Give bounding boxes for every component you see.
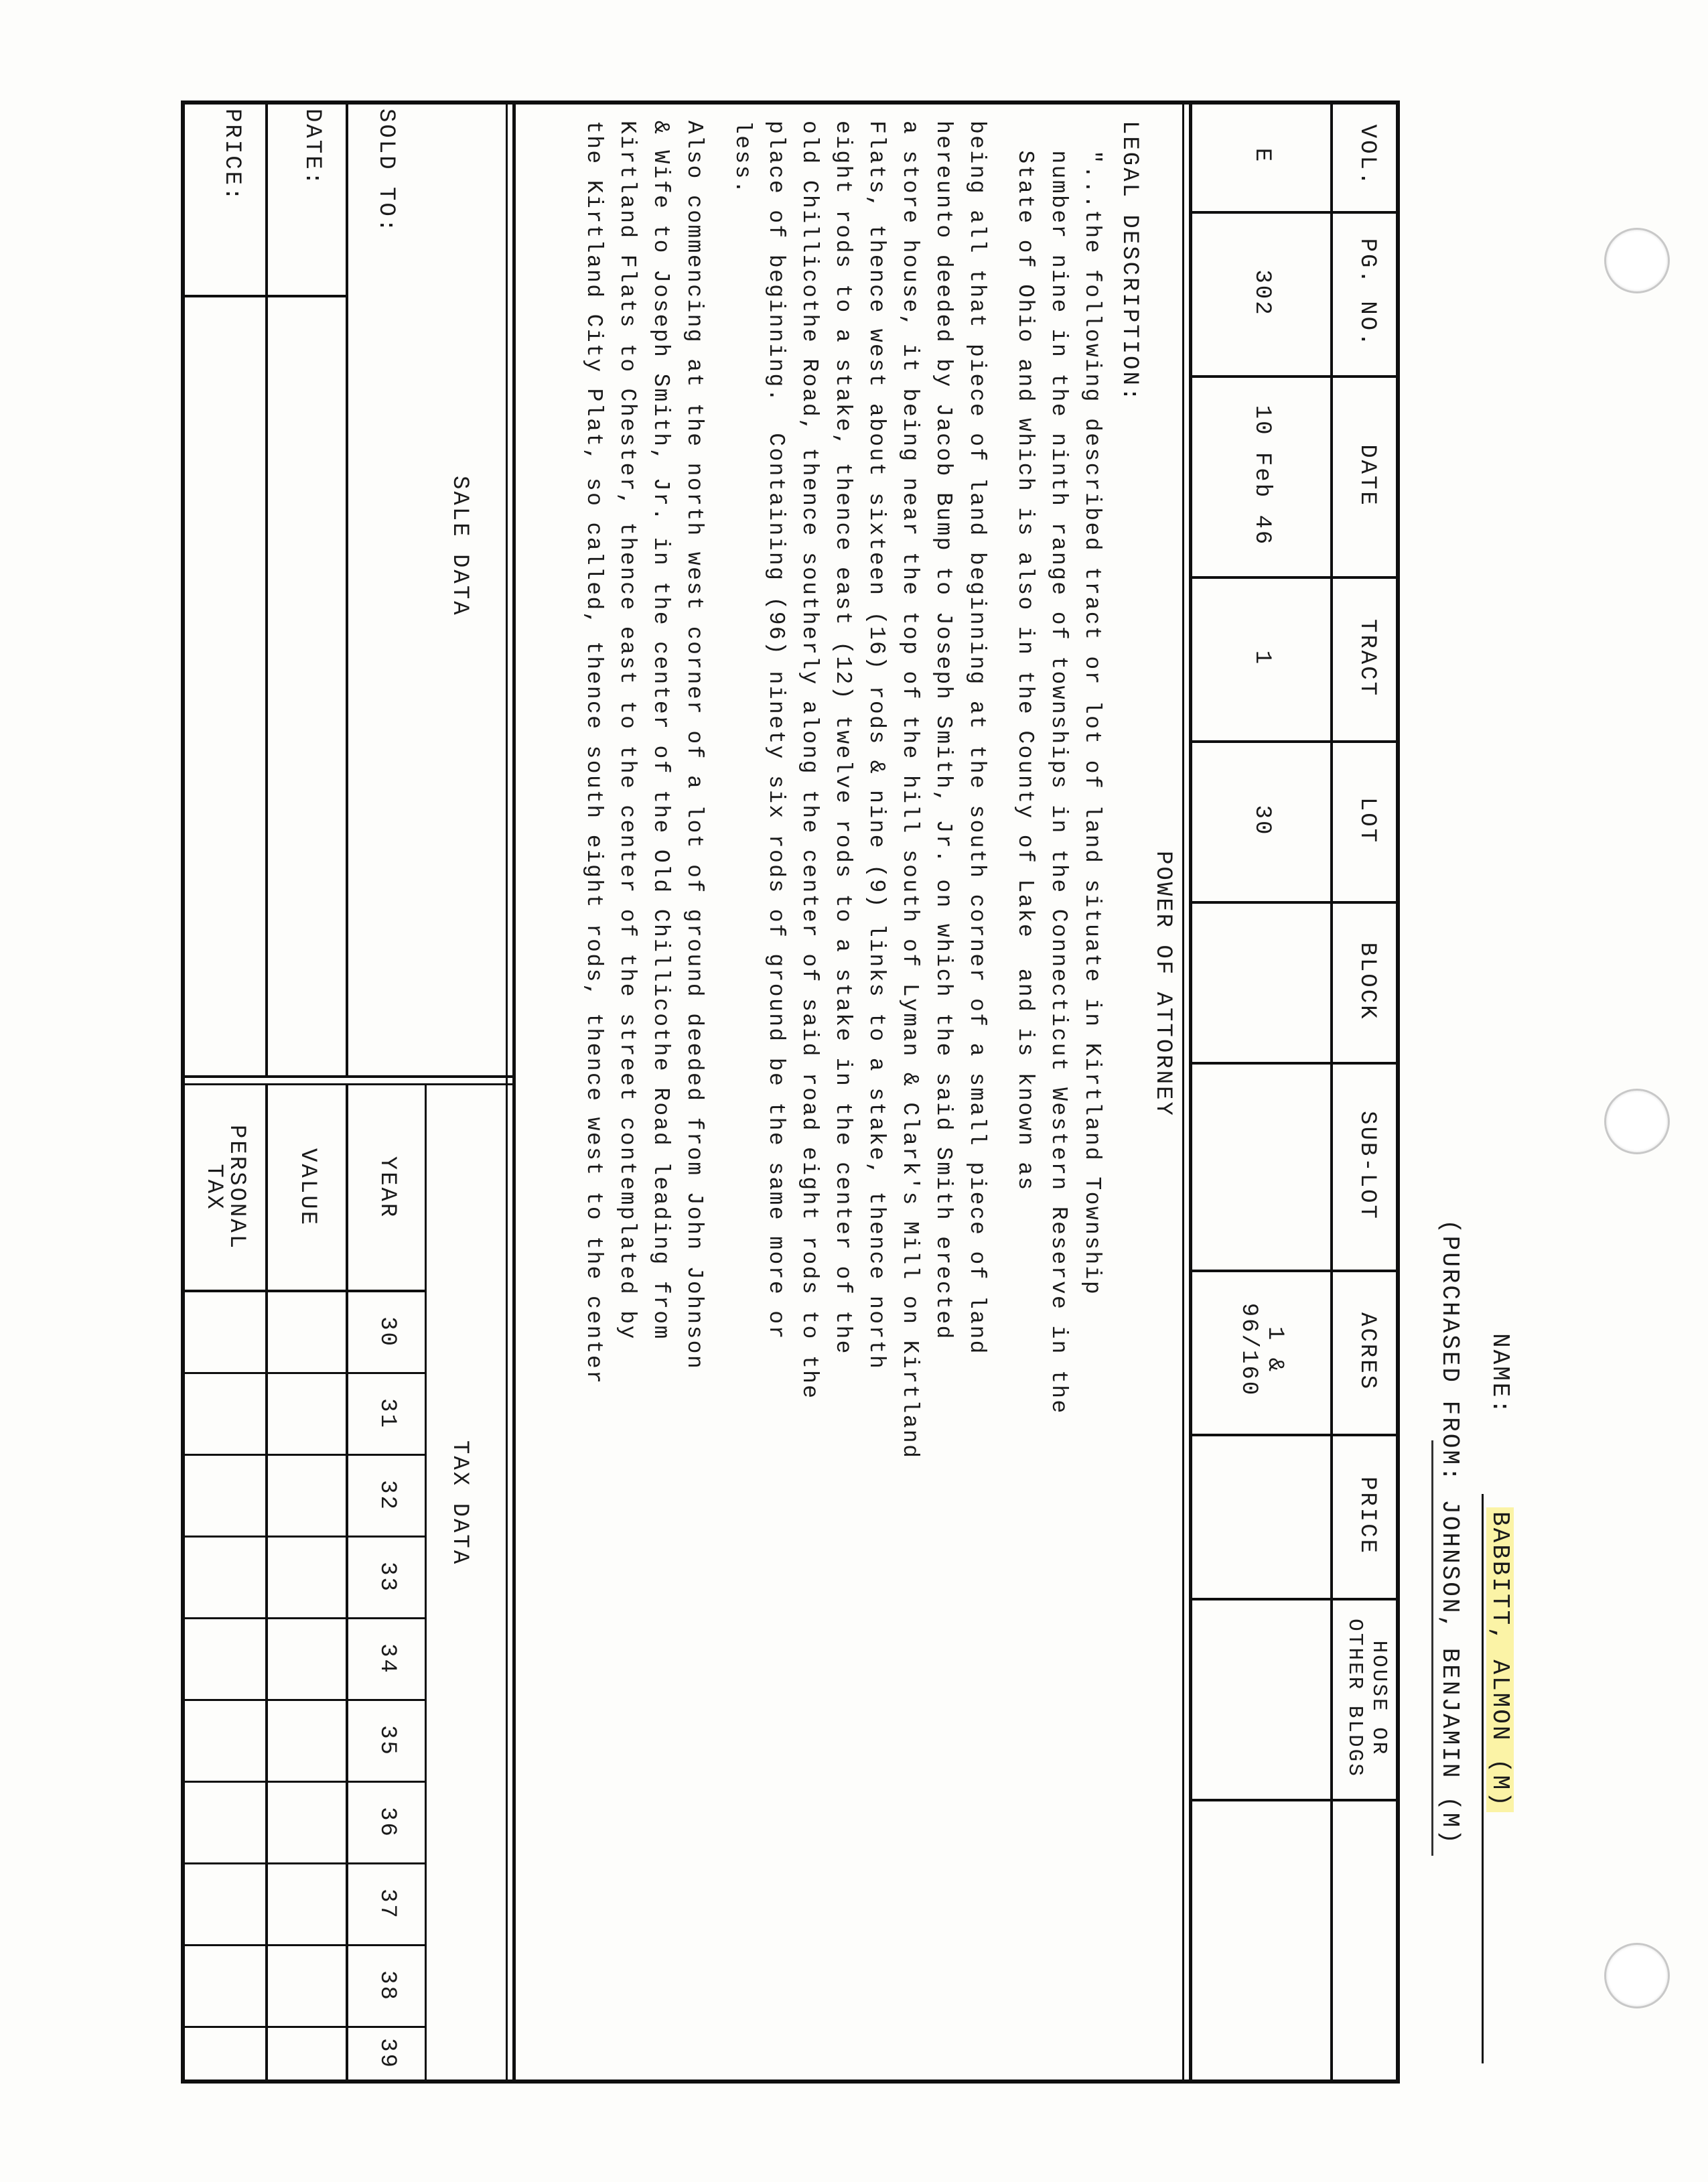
- legal-line: less.: [730, 121, 755, 196]
- tax-year-label: YEAR: [374, 1156, 400, 1219]
- sale-tax-divider: [181, 1075, 512, 1078]
- sale-row-line-1: [346, 100, 348, 1075]
- col-header-price: PRICE: [1354, 1476, 1380, 1556]
- purchased-from-text: (PURCHASED FROM: JOHNSON, BENJAMIN (M): [1436, 1219, 1464, 1846]
- tax-value-label: VALUE: [294, 1148, 320, 1227]
- record-card: [181, 100, 1514, 2084]
- cell-date: 10 Feb 46: [1249, 405, 1275, 547]
- sold-to-label: SOLD TO:: [373, 109, 399, 234]
- tax-year-cell: 30: [374, 1316, 400, 1348]
- binder-hole-middle: [1604, 1089, 1670, 1154]
- cell-tract: 1: [1249, 650, 1275, 667]
- purchased-from: [1436, 1219, 1464, 1846]
- name-underline: [1482, 1494, 1484, 2063]
- legal-line: Also commencing at the north west corner of a lot of ground deeded from John Johnson: [682, 121, 707, 1371]
- deed-bottom-line-2: [1182, 100, 1184, 2084]
- purchased-underline: [1431, 1440, 1433, 1856]
- col-header-date: DATE: [1354, 444, 1380, 507]
- cell-price: [1192, 1434, 1330, 1598]
- legal-line: Kirtland Flats to Chester, thence east to the center of the street contemplated by: [615, 121, 640, 1341]
- binder-hole-bottom: [1604, 1943, 1670, 2008]
- tax-year-cell: 33: [374, 1562, 400, 1593]
- cell-sub-lot: [1192, 1062, 1330, 1270]
- legal-line: [993, 121, 1008, 2063]
- tax-year-cell: 39: [374, 2038, 400, 2069]
- sale-row-line-2: [265, 100, 268, 1075]
- legal-bottom-line: [512, 100, 516, 2084]
- legal-line: eight rods to a stake, thence east (12) twelve rods to a stake in the center of the: [831, 121, 855, 1355]
- col-header-house-bldgs: HOUSE OR OTHER BLDGS: [1343, 1619, 1391, 1778]
- name-label: NAME:: [1486, 1333, 1514, 1416]
- tax-personal-label: PERSONAL TAX: [201, 1124, 249, 1251]
- cell-vol: E: [1249, 147, 1275, 164]
- tax-year-cell: 37: [374, 1889, 400, 1920]
- sale-date-label: DATE:: [299, 109, 325, 188]
- tax-title-line: [425, 1083, 427, 2084]
- legal-line: the Kirtland City Plat, so called, thence south eight rods, thence west to the center: [581, 121, 606, 1385]
- legal-line: old Chillicothe Road, thence southerly along the center of said road eight rods to the: [797, 121, 822, 1400]
- col-div-10: [1192, 1799, 1400, 1801]
- binder-hole-top: [1604, 228, 1670, 293]
- sale-price-label: PRICE:: [219, 109, 244, 203]
- name-value: BABBITT, ALMON (M): [1486, 1507, 1514, 1812]
- col-header-vol: VOL.: [1354, 124, 1380, 188]
- legal-line: number nine in the ninth range of townships in the Connecticut Western Reserve in the: [1046, 121, 1071, 1415]
- tax-year-cell: 32: [374, 1480, 400, 1511]
- col-header-block: BLOCK: [1354, 942, 1380, 1021]
- cell-lot: 30: [1249, 805, 1275, 837]
- col-header-pg-no: PG. NO.: [1354, 238, 1380, 348]
- legal-line: & Wife to Joseph Smith, Jr. in the center of the Old Chillicothe Road leading from: [648, 121, 673, 1341]
- legal-bottom-line-2: [506, 100, 508, 2084]
- tax-year-cell: 31: [374, 1398, 400, 1430]
- col-header-lot: LOT: [1354, 797, 1380, 845]
- legal-line: place of beginning. Containing (96) ninety six rods of ground be the same more or: [764, 121, 788, 1341]
- legal-line: "...the following described tract or lot of land situate in Kirtland Township: [1080, 121, 1105, 1296]
- legal-title: POWER OF ATTORNEY: [1150, 851, 1176, 1117]
- frame-right: [181, 2079, 1400, 2084]
- sale-col-line: [181, 295, 348, 297]
- tax-year-cell: 34: [374, 1643, 400, 1675]
- legal-line: State of Ohio and which is also in the County of Lake and is known as: [1013, 121, 1038, 1192]
- col-header-tract: TRACT: [1354, 618, 1380, 698]
- col-header-acres: ACRES: [1354, 1312, 1380, 1391]
- sale-data-title: SALE DATA: [447, 476, 472, 617]
- tax-data-title: TAX DATA: [447, 1440, 472, 1566]
- legal-line: Flats, thence west about sixteen (16) rods & nine (9) links to a stake, thence north: [864, 121, 889, 1371]
- col-header-sub-lot: SUB-LOT: [1354, 1111, 1380, 1221]
- legal-heading: LEGAL DESCRIPTION:: [1117, 121, 1142, 403]
- cell-house-bldgs: [1192, 1598, 1330, 1799]
- tax-year-cell: 38: [374, 1970, 400, 2002]
- tax-year-cell: 36: [374, 1807, 400, 1838]
- cell-acres: 1 & 96/160: [1236, 1302, 1288, 1397]
- legal-line: a store house, it being near the top of the hill south of Lyman & Clark's Mill on Kirtland: [898, 121, 922, 1460]
- cell-pg-no: 302: [1249, 269, 1275, 317]
- legal-body: [577, 121, 1109, 2063]
- legal-line: [711, 121, 725, 2063]
- legal-line: being all that piece of land beginning at the south corner of a small piece of land: [965, 121, 989, 1355]
- tax-year-cell: 35: [374, 1725, 400, 1757]
- cell-block: [1192, 901, 1330, 1062]
- legal-line: hereunto deeded by Jacob Bump to Joseph Smith, Jr. on which the said Smith erected: [931, 121, 956, 1341]
